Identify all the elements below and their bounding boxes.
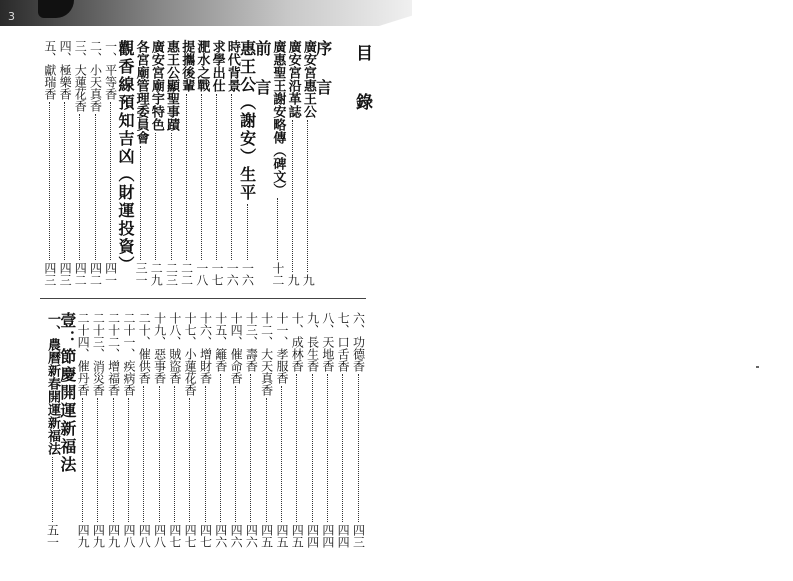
toc-leader-dots bbox=[174, 386, 175, 522]
toc-leader-dots bbox=[235, 386, 236, 522]
toc-leader-dots bbox=[64, 102, 65, 260]
toc-leader-dots bbox=[186, 94, 187, 260]
toc-leader-dots bbox=[95, 114, 96, 260]
toc-entry-title: 時代背景 bbox=[224, 40, 240, 92]
toc-leader-dots bbox=[52, 457, 53, 522]
toc-page-number: 十二 bbox=[270, 262, 285, 286]
toc-page-number: 四五 bbox=[274, 524, 289, 548]
toc-entry-title: 二十四、催丹香 bbox=[76, 312, 91, 396]
toc-page-number: 四二 bbox=[88, 262, 103, 286]
toc-page-number: 四六 bbox=[229, 524, 244, 548]
toc-entry-title: 十、成林香 bbox=[290, 312, 305, 372]
toc-entry-title: 五、獻瑞香 bbox=[42, 40, 57, 100]
toc-page-number: 四八 bbox=[152, 524, 167, 548]
toc-entry-title: 二十、催供香 bbox=[137, 312, 152, 384]
toc-page-number: 四五 bbox=[290, 524, 305, 548]
toc-leader-dots bbox=[128, 398, 129, 522]
toc-entry-title: 觀香線預知吉凶（財運投資） bbox=[116, 40, 136, 274]
toc-page-number: 九 bbox=[286, 274, 301, 286]
toc-entry-title: 三、大蓮花香 bbox=[73, 40, 88, 112]
toc-entry-title: 七、口舌香 bbox=[336, 312, 351, 372]
toc-entry[interactable] bbox=[349, 312, 367, 548]
toc-page-number: 五一 bbox=[45, 524, 60, 548]
toc-leader-dots bbox=[201, 94, 202, 260]
toc-entry-title: 二十一、疾病香 bbox=[121, 312, 136, 396]
toc-entry[interactable] bbox=[43, 312, 61, 548]
toc-entry-title: 八、天地香 bbox=[320, 312, 335, 372]
toc-leader-dots bbox=[231, 94, 232, 260]
toc-page-number: 四九 bbox=[76, 524, 91, 548]
section-divider bbox=[40, 298, 366, 299]
toc-leader-dots bbox=[155, 133, 156, 260]
toc-entry-title: 十四、催命香 bbox=[229, 312, 244, 384]
toc-entry-title: 壹：節慶開運新福法 bbox=[57, 312, 77, 474]
toc-page-number: 四三 bbox=[351, 524, 366, 548]
toc-page-number: 四四 bbox=[320, 524, 335, 548]
toc-page-number: 四五 bbox=[259, 524, 274, 548]
toc-leader-dots bbox=[79, 114, 80, 260]
toc-page-number: 四八 bbox=[121, 524, 136, 548]
toc-entry-title: 廣安宮沿革誌 bbox=[285, 40, 301, 118]
toc-leader-dots bbox=[171, 133, 172, 260]
toc-page-number: 一七 bbox=[210, 262, 225, 286]
toc-entry-title: 淝水之戰 bbox=[194, 40, 210, 92]
toc-entry-title: 十七、小蓮花香 bbox=[183, 312, 198, 396]
toc-page-number: 四三 bbox=[58, 262, 73, 286]
toc-entry-title: 惠王公（謝安）生平 bbox=[237, 40, 257, 202]
toc-page-number: 一六 bbox=[225, 262, 240, 286]
toc-page-number: 一六 bbox=[240, 262, 255, 286]
toc-leader-dots bbox=[110, 102, 111, 260]
toc-entry-title: 十五、籬香 bbox=[213, 312, 228, 372]
toc-leader-dots bbox=[49, 102, 50, 260]
toc-leader-dots bbox=[307, 120, 308, 272]
toc-leader-dots bbox=[220, 374, 221, 522]
toc-entry-title: 提攜後輩 bbox=[179, 40, 195, 92]
toc-page-number: 四七 bbox=[198, 524, 213, 548]
toc-page-number: 四一 bbox=[103, 262, 118, 286]
toc-leader-dots bbox=[189, 398, 190, 522]
toc-leader-dots bbox=[216, 94, 217, 260]
toc-leader-dots bbox=[143, 386, 144, 522]
toc-leader-dots bbox=[281, 386, 282, 522]
scan-speck bbox=[756, 366, 759, 368]
toc-entry-title: 二十二、增福香 bbox=[106, 312, 121, 396]
page-number: 3 bbox=[8, 10, 15, 23]
toc-page-number: 四四 bbox=[305, 524, 320, 548]
toc-page-number: 一八 bbox=[194, 262, 209, 286]
toc-page-number: 二九 bbox=[149, 262, 164, 286]
toc-leader-dots bbox=[82, 398, 83, 522]
toc-entry-title: 十九、惡事香 bbox=[152, 312, 167, 384]
toc-entry-title: 六、功德香 bbox=[351, 312, 366, 372]
toc-page-number: 四八 bbox=[137, 524, 152, 548]
toc-entry-title: 四、極樂香 bbox=[58, 40, 73, 100]
toc-page-number: 四九 bbox=[91, 524, 106, 548]
toc-page-number: 四七 bbox=[167, 524, 182, 548]
toc-entry-title: 十一、孝服香 bbox=[274, 312, 289, 384]
toc-entry-title: 前 言 bbox=[252, 40, 272, 97]
toc-page-number: 二二 bbox=[179, 262, 194, 286]
toc-leader-dots bbox=[312, 374, 313, 522]
toc-page-number: 四二 bbox=[73, 262, 88, 286]
toc-leader-dots bbox=[113, 398, 114, 522]
toc-entry[interactable] bbox=[120, 312, 138, 548]
toc-entry-title: 十二、大天真香 bbox=[259, 312, 274, 396]
toc-leader-dots bbox=[327, 374, 328, 522]
toc-leader-dots bbox=[266, 398, 267, 522]
toc-leader-dots bbox=[247, 204, 248, 260]
toc-leader-dots bbox=[277, 198, 278, 260]
toc-entry[interactable] bbox=[196, 312, 214, 548]
toc-entry-title: 廣惠聖王謝安略傳（碑文） bbox=[270, 40, 286, 196]
toc-entry-title: 各宮廟管理委員會 bbox=[133, 40, 149, 144]
toc-entry-title: 廣安宮惠王公 bbox=[300, 40, 316, 118]
toc-leader-dots bbox=[358, 374, 359, 522]
toc-entry-title: 序 言 bbox=[313, 40, 333, 97]
toc-entry-title: 十八、賊盜香 bbox=[167, 312, 182, 384]
toc-entry-title: 求學出仕 bbox=[209, 40, 225, 92]
toc-entry-title: 惠王公顯聖事蹟 bbox=[164, 40, 180, 131]
toc-leader-dots bbox=[140, 146, 141, 260]
toc-title: 目 錄 bbox=[352, 44, 372, 116]
toc-page-number: 四六 bbox=[244, 524, 259, 548]
toc-entry-title: 一、平等香 bbox=[103, 40, 118, 100]
toc-entry-title: 九、長生香 bbox=[305, 312, 320, 372]
toc-page-number: 九 bbox=[301, 274, 316, 286]
toc-leader-dots bbox=[97, 398, 98, 522]
toc-entry-title: 十三、壽香 bbox=[244, 312, 259, 372]
toc-entry-title: 一、農曆新春開運新福法 bbox=[45, 312, 61, 455]
toc-leader-dots bbox=[205, 386, 206, 522]
toc-leader-dots bbox=[292, 120, 293, 272]
toc-entry[interactable] bbox=[273, 312, 291, 548]
toc-leader-dots bbox=[159, 386, 160, 522]
toc-leader-dots bbox=[342, 374, 343, 522]
toc-entry-title: 二、小天真香 bbox=[88, 40, 103, 112]
toc-page-number: 二三 bbox=[164, 262, 179, 286]
toc-page-number: 三一 bbox=[134, 262, 149, 286]
toc-page-number: 四四 bbox=[336, 524, 351, 548]
toc-leader-dots bbox=[296, 374, 297, 522]
toc-entry-title: 十六、增財香 bbox=[198, 312, 213, 384]
toc-page-number: 四六 bbox=[213, 524, 228, 548]
toc-page-number: 四九 bbox=[106, 524, 121, 548]
toc-entry[interactable] bbox=[40, 40, 58, 286]
toc-page-number: 四七 bbox=[183, 524, 198, 548]
toc-entry-title: 廣安宮廟宇特色 bbox=[148, 40, 164, 131]
toc-leader-dots bbox=[250, 374, 251, 522]
toc-page-number: 四三 bbox=[42, 262, 57, 286]
toc-entry-title: 二十三、消災香 bbox=[91, 312, 106, 396]
